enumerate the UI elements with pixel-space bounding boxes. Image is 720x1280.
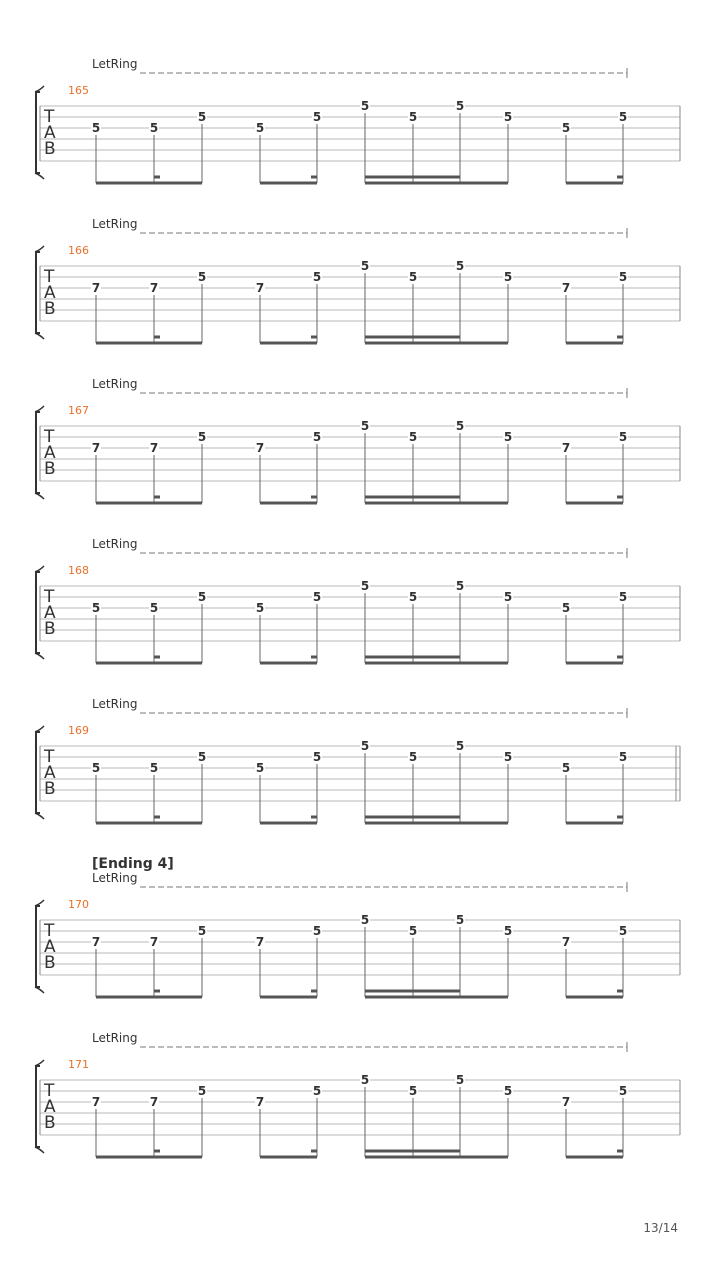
fret-number: 5 xyxy=(360,739,370,753)
measure-number: 167 xyxy=(68,404,89,417)
tab-system xyxy=(35,697,680,823)
fret-number: 5 xyxy=(561,761,571,775)
let-ring-label: LetRing xyxy=(92,1031,138,1045)
tab-clef-letter: B xyxy=(44,299,56,319)
tab-clef-letter: T xyxy=(44,427,55,447)
let-ring-label: LetRing xyxy=(92,871,138,885)
tab-clef-letter: B xyxy=(44,1113,56,1133)
fret-number: 5 xyxy=(312,110,322,124)
fret-number: 5 xyxy=(255,601,265,615)
tab-clef-letter: T xyxy=(44,921,55,941)
fret-number: 5 xyxy=(618,1084,628,1098)
fret-number: 5 xyxy=(408,750,418,764)
fret-number: 5 xyxy=(503,750,513,764)
fret-number: 5 xyxy=(503,1084,513,1098)
fret-number: 7 xyxy=(561,935,571,949)
tab-clef-letter: A xyxy=(44,123,56,143)
fret-number: 5 xyxy=(360,579,370,593)
fret-number: 5 xyxy=(455,579,465,593)
measure-number: 168 xyxy=(68,564,89,577)
measure-number: 165 xyxy=(68,84,89,97)
fret-number: 5 xyxy=(312,1084,322,1098)
fret-number: 5 xyxy=(360,419,370,433)
tab-clef-letter: B xyxy=(44,459,56,479)
fret-number: 5 xyxy=(408,430,418,444)
fret-number: 5 xyxy=(197,270,207,284)
tab-system xyxy=(35,537,680,663)
tab-clef-letter: A xyxy=(44,937,56,957)
fret-number: 5 xyxy=(455,259,465,273)
fret-number: 5 xyxy=(408,110,418,124)
fret-number: 5 xyxy=(197,590,207,604)
fret-number: 5 xyxy=(197,750,207,764)
fret-number: 5 xyxy=(312,270,322,284)
fret-number: 5 xyxy=(312,430,322,444)
let-ring-label: LetRing xyxy=(92,57,138,71)
tab-clef-letter: B xyxy=(44,619,56,639)
measure-number: 169 xyxy=(68,724,89,737)
fret-number: 5 xyxy=(408,270,418,284)
let-ring-label: LetRing xyxy=(92,697,138,711)
fret-number: 5 xyxy=(91,601,101,615)
fret-number: 5 xyxy=(197,924,207,938)
tab-clef-letter: B xyxy=(44,139,56,159)
tab-clef-letter: A xyxy=(44,763,56,783)
fret-number: 7 xyxy=(561,281,571,295)
measure-number: 166 xyxy=(68,244,89,257)
fret-number: 7 xyxy=(561,441,571,455)
tab-system xyxy=(35,1031,680,1157)
fret-number: 5 xyxy=(618,924,628,938)
fret-number: 7 xyxy=(91,935,101,949)
fret-number: 5 xyxy=(408,924,418,938)
let-ring-label: LetRing xyxy=(92,537,138,551)
fret-number: 7 xyxy=(91,441,101,455)
fret-number: 5 xyxy=(618,270,628,284)
tab-clef-letter: T xyxy=(44,1081,55,1101)
fret-number: 5 xyxy=(312,750,322,764)
fret-number: 5 xyxy=(312,924,322,938)
fret-number: 5 xyxy=(618,430,628,444)
fret-number: 7 xyxy=(149,281,159,295)
measure-number: 170 xyxy=(68,898,89,911)
fret-number: 7 xyxy=(255,441,265,455)
tab-clef-letter: T xyxy=(44,267,55,287)
page-number: 13/14 xyxy=(643,1221,678,1235)
fret-number: 5 xyxy=(197,430,207,444)
fret-number: 7 xyxy=(91,1095,101,1109)
tab-system xyxy=(35,217,680,343)
let-ring-label: LetRing xyxy=(92,217,138,231)
fret-number: 5 xyxy=(618,750,628,764)
fret-number: 5 xyxy=(455,739,465,753)
tab-clef-letter: T xyxy=(44,747,55,767)
fret-number: 5 xyxy=(197,110,207,124)
fret-number: 7 xyxy=(255,281,265,295)
tab-clef-letter: A xyxy=(44,283,56,303)
fret-number: 7 xyxy=(255,1095,265,1109)
fret-number: 5 xyxy=(455,1073,465,1087)
system-bracket xyxy=(36,92,40,173)
tab-clef-letter: A xyxy=(44,443,56,463)
tab-clef-letter: T xyxy=(44,107,55,127)
tab-system xyxy=(35,57,680,183)
system-bracket xyxy=(36,906,40,987)
system-bracket xyxy=(36,732,40,813)
system-bracket xyxy=(36,252,40,333)
fret-number: 5 xyxy=(618,110,628,124)
fret-number: 5 xyxy=(503,924,513,938)
fret-number: 5 xyxy=(503,110,513,124)
tab-system xyxy=(35,856,680,997)
fret-number: 7 xyxy=(149,935,159,949)
fret-number: 7 xyxy=(91,281,101,295)
ending-label: [Ending 4] xyxy=(92,856,174,872)
tab-clef-letter: B xyxy=(44,953,56,973)
fret-number: 7 xyxy=(561,1095,571,1109)
let-ring-label: LetRing xyxy=(92,377,138,391)
fret-number: 5 xyxy=(360,1073,370,1087)
fret-number: 5 xyxy=(149,761,159,775)
fret-number: 5 xyxy=(503,590,513,604)
fret-number: 5 xyxy=(455,419,465,433)
fret-number: 5 xyxy=(408,590,418,604)
system-bracket xyxy=(36,1066,40,1147)
fret-number: 5 xyxy=(360,913,370,927)
fret-number: 7 xyxy=(149,1095,159,1109)
fret-number: 7 xyxy=(255,935,265,949)
fret-number: 7 xyxy=(149,441,159,455)
tab-clef-letter: A xyxy=(44,1097,56,1117)
system-bracket xyxy=(36,572,40,653)
fret-number: 5 xyxy=(91,121,101,135)
tab-clef-letter: A xyxy=(44,603,56,623)
fret-number: 5 xyxy=(455,99,465,113)
fret-number: 5 xyxy=(197,1084,207,1098)
fret-number: 5 xyxy=(91,761,101,775)
fret-number: 5 xyxy=(503,270,513,284)
fret-number: 5 xyxy=(408,1084,418,1098)
tab-clef-letter: T xyxy=(44,587,55,607)
fret-number: 5 xyxy=(561,601,571,615)
fret-number: 5 xyxy=(455,913,465,927)
fret-number: 5 xyxy=(255,761,265,775)
fret-number: 5 xyxy=(360,259,370,273)
fret-number: 5 xyxy=(149,121,159,135)
fret-number: 5 xyxy=(312,590,322,604)
fret-number: 5 xyxy=(561,121,571,135)
fret-number: 5 xyxy=(255,121,265,135)
fret-number: 5 xyxy=(618,590,628,604)
fret-number: 5 xyxy=(503,430,513,444)
measure-number: 171 xyxy=(68,1058,89,1071)
tab-clef-letter: B xyxy=(44,779,56,799)
system-bracket xyxy=(36,412,40,493)
fret-number: 5 xyxy=(149,601,159,615)
tab-system xyxy=(35,377,680,503)
fret-number: 5 xyxy=(360,99,370,113)
